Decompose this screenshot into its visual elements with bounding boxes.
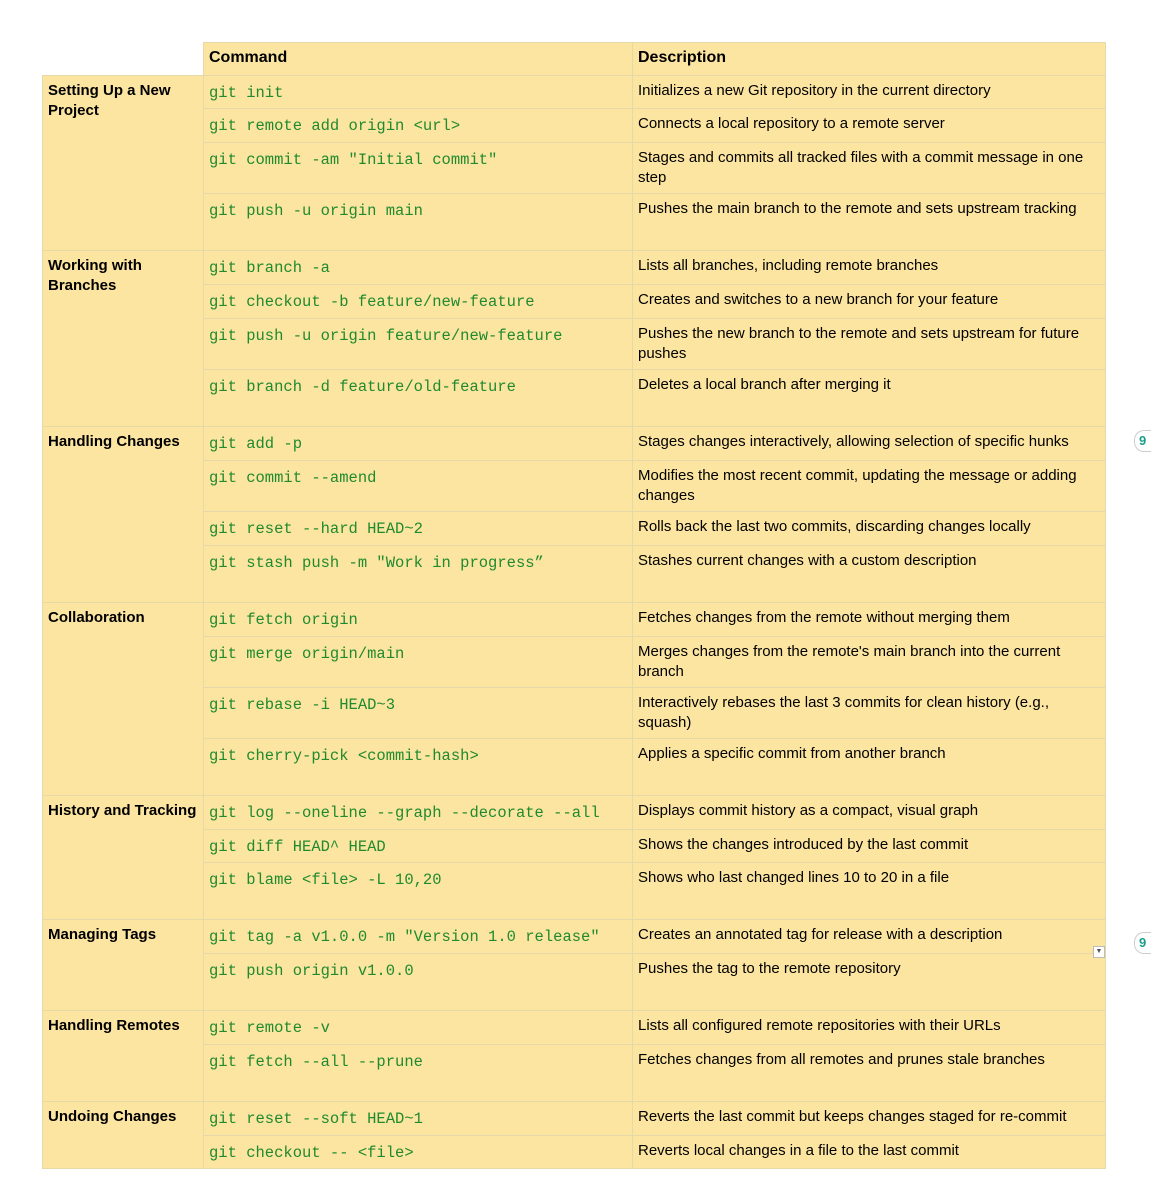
category-cell[interactable]: Handling Remotes [43, 1011, 204, 1102]
command-cell[interactable]: git fetch --all --prune [204, 1045, 633, 1102]
command-cell[interactable]: git log --oneline --graph --decorate --all [204, 796, 633, 830]
category-cell[interactable]: Undoing Changes [43, 1102, 204, 1169]
description-cell[interactable]: Interactively rebases the last 3 commits for clean history (e.g., squash) [633, 688, 1106, 739]
description-cell[interactable]: Reverts the last commit but keeps changes staged for re-commit [633, 1102, 1106, 1136]
description-cell[interactable]: Fetches changes from all remotes and prunes stale branches [633, 1045, 1106, 1102]
table-row [43, 1011, 1106, 1045]
table-row [43, 603, 1106, 637]
command-cell[interactable]: git tag -a v1.0.0 -m "Version 1.0 release" [204, 920, 633, 954]
description-header[interactable]: Description [633, 43, 1106, 76]
command-cell[interactable]: git remote -v [204, 1011, 633, 1045]
command-cell[interactable]: git cherry-pick <commit-hash> [204, 739, 633, 796]
category-cell[interactable]: Setting Up a New Project [43, 76, 204, 251]
description-cell[interactable]: Applies a specific commit from another branch [633, 739, 1106, 796]
command-cell[interactable]: git reset --soft HEAD~1 [204, 1102, 633, 1136]
table-row [43, 76, 1106, 109]
description-cell[interactable]: Displays commit history as a compact, visual graph [633, 796, 1106, 830]
command-header[interactable]: Command [204, 43, 633, 76]
table-row [43, 796, 1106, 830]
command-cell[interactable]: git stash push -m "Work in progress” [204, 546, 633, 603]
description-cell[interactable]: Shows the changes introduced by the last commit [633, 830, 1106, 863]
description-cell[interactable]: Fetches changes from the remote without merging them [633, 603, 1106, 637]
corner-cell[interactable] [43, 43, 204, 76]
command-cell[interactable]: git branch -d feature/old-feature [204, 370, 633, 427]
description-cell[interactable]: Lists all branches, including remote branches [633, 251, 1106, 285]
description-cell[interactable]: Initializes a new Git repository in the current directory [633, 76, 1106, 109]
git-commands-table [42, 42, 1106, 1169]
command-cell[interactable]: git remote add origin <url> [204, 109, 633, 143]
header-row [43, 43, 1106, 76]
description-cell[interactable]: Shows who last changed lines 10 to 20 in a file [633, 863, 1106, 920]
table-row [43, 251, 1106, 285]
description-cell[interactable]: Deletes a local branch after merging it [633, 370, 1106, 427]
description-cell[interactable]: Stashes current changes with a custom description [633, 546, 1106, 603]
command-cell[interactable]: git commit --amend [204, 461, 633, 512]
description-cell[interactable]: Stages changes interactively, allowing selection of specific hunks [633, 427, 1106, 461]
command-cell[interactable]: git checkout -- <file> [204, 1136, 633, 1169]
comment-icon[interactable]: 9 [1134, 932, 1151, 954]
command-cell[interactable]: git push -u origin feature/new-feature [204, 319, 633, 370]
table-row [43, 1102, 1106, 1136]
description-cell[interactable]: Creates an annotated tag for release with a description [633, 920, 1106, 954]
command-cell[interactable]: git fetch origin [204, 603, 633, 637]
description-cell[interactable]: Stages and commits all tracked files with a commit message in one step [633, 143, 1106, 194]
command-cell[interactable]: git add -p [204, 427, 633, 461]
command-cell[interactable]: git blame <file> -L 10,20 [204, 863, 633, 920]
description-cell[interactable]: Creates and switches to a new branch for your feature [633, 285, 1106, 319]
category-cell[interactable]: Managing Tags [43, 920, 204, 1011]
command-cell[interactable]: git commit -am "Initial commit" [204, 143, 633, 194]
command-cell[interactable]: git push origin v1.0.0 [204, 954, 633, 1011]
description-cell[interactable]: Rolls back the last two commits, discarding changes locally [633, 512, 1106, 546]
category-cell[interactable]: Handling Changes [43, 427, 204, 603]
description-cell[interactable]: Connects a local repository to a remote server [633, 109, 1106, 143]
category-cell[interactable]: Collaboration [43, 603, 204, 796]
description-cell[interactable]: Pushes the new branch to the remote and sets upstream for future pushes [633, 319, 1106, 370]
category-cell[interactable]: Working with Branches [43, 251, 204, 427]
description-cell[interactable]: Pushes the main branch to the remote and sets upstream tracking [633, 194, 1106, 251]
command-cell[interactable]: git checkout -b feature/new-feature [204, 285, 633, 319]
command-cell[interactable]: git rebase -i HEAD~3 [204, 688, 633, 739]
table-row [43, 427, 1106, 461]
command-cell[interactable]: git merge origin/main [204, 637, 633, 688]
table-body [43, 76, 1106, 1169]
command-cell[interactable]: git diff HEAD^ HEAD [204, 830, 633, 863]
command-cell[interactable]: git init [204, 76, 633, 109]
description-cell[interactable]: Lists all configured remote repositories with their URLs [633, 1011, 1106, 1045]
description-cell[interactable]: Merges changes from the remote's main branch into the current branch [633, 637, 1106, 688]
table-row [43, 920, 1106, 954]
cell-dropdown-arrow-icon[interactable]: ▼ [1093, 946, 1105, 958]
category-cell[interactable]: History and Tracking [43, 796, 204, 920]
description-cell[interactable]: Modifies the most recent commit, updating the message or adding changes [633, 461, 1106, 512]
description-cell[interactable]: Reverts local changes in a file to the last commit [633, 1136, 1106, 1169]
command-cell[interactable]: git push -u origin main [204, 194, 633, 251]
comment-icon[interactable]: 9 [1134, 430, 1151, 452]
command-cell[interactable]: git branch -a [204, 251, 633, 285]
description-cell[interactable]: Pushes the tag to the remote repository [633, 954, 1106, 1011]
command-cell[interactable]: git reset --hard HEAD~2 [204, 512, 633, 546]
